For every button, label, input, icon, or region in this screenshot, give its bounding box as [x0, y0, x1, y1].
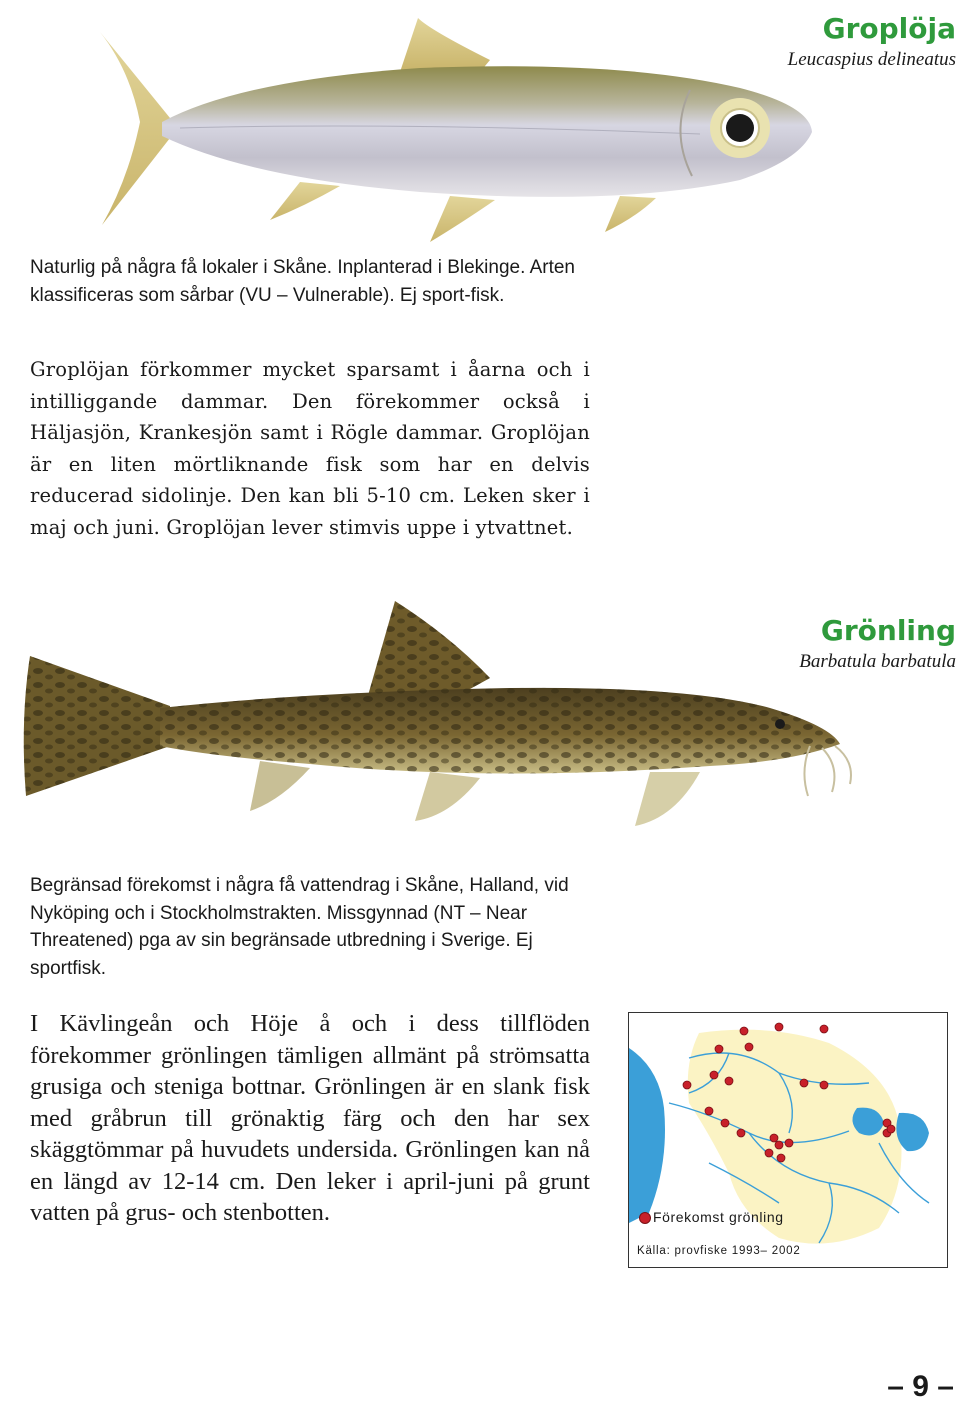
species-status-gronling: Begränsad förekomst i några få vattendrag i Skåne, Halland, vid Nyköping och i Stockholmstrakten. Missgynnad (NT – Near Threatened) pga av sin begränsade utbredning i Sverige. Ej sportfisk. — [30, 875, 569, 979]
species-latin-groploja: Leucaspius delineatus — [787, 49, 956, 70]
legend-marker-icon — [639, 1212, 651, 1224]
species-description-gronling: I Kävlingeån och Höje å och i dess tillflöden förekommer grönlingen tämligen allmänt på strömsatta grusiga och steniga bottnar. Grönlingen är en slank fisk med gråbrun till grönaktig färg och den har sex skäggtömmar på huvudets undersida. Grönlingen kan nå en längd av 12-14 cm. Den leker i april-juni på grunt vatten på grus- och stenbotten. — [30, 1010, 590, 1226]
species-status-groploja: Naturlig på några få lokaler i Skåne. Inplanterad i Blekinge. Arten klassificeras som sårbar (VU – Vulnerable). Ej sport-fisk. — [30, 257, 575, 306]
map-source: Källa: provfiske 1993– 2002 — [637, 1245, 801, 1257]
species-title-gronling: Grönling — [820, 614, 956, 647]
map-graphic — [629, 1013, 947, 1267]
fish-illustration-gronling — [10, 596, 860, 846]
page-number: – 9 – — [887, 1370, 954, 1403]
fish-illustration-groploja — [100, 10, 820, 250]
distribution-map — [628, 1012, 948, 1268]
species-title-groploja: Groplöja — [822, 12, 956, 45]
species-latin-gronling: Barbatula barbatula — [799, 651, 956, 672]
map-legend: Förekomst grönling — [653, 1209, 784, 1225]
species-description-groploja: Groplöjan förkommer mycket sparsamt i åarna och i intilliggande dammar. Den förekommer också i Häljasjön, Krankesjön samt i Rögle dammar. Groplöjan är en liten mörtliknande fisk som har en delvis reducerad sidolinje. Den kan bli 5-10 cm. Leken sker i maj och juni. Groplöjan lever stimvis uppe i ytvattnet. — [30, 358, 590, 539]
